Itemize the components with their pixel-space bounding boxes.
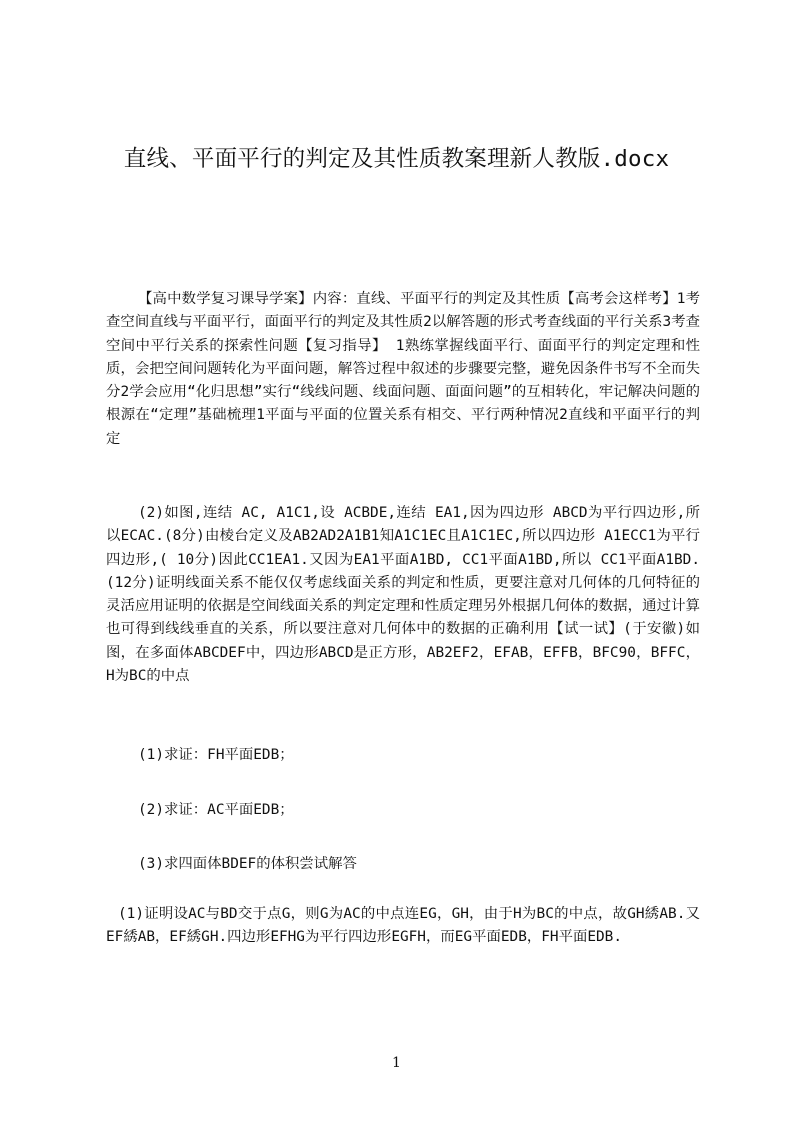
- paragraph-answer-1: (1)证明设AC与BD交于点G，则G为AC的中点连EG，GH，由于H为BC的中点，故GH綉AB.又EF綉AB，EF綉GH.四边形EFHG为平行四边形EGFH，而EG平面EDB，FH平面EDB.: [106, 906, 700, 946]
- paragraph-intro: 【高中数学复习课导学案】内容：直线、平面平行的判定及其性质【高考会这样考】1考查空间直线与平面平行，面面平行的判定及其性质2以解答题的形式考查线面的平行关系3考查空间中平行关系的探索性问题【复习指导】 1熟练掌握线面平行、面面平行的判定定理和性质，会把空间问题转化为平面问题，解答过程中叙述的步骤要完整，避免因条件书写不全而失分2学会应用“化归思想”实行“线线问题、线面问题、面面问题”的互相转化，牢记解决问题的根源在“定理”基础梳理1平面与平面的位置关系有相交、平行两种情况2直线和平面平行的判定: [106, 291, 700, 447]
- paragraph-question-2: (2)求证：AC平面EDB；: [138, 802, 294, 818]
- paragraph-question-1: (1)求证：FH平面EDB；: [138, 747, 294, 763]
- document-title: 直线、平面平行的判定及其性质教案理新人教版.docx: [123, 146, 670, 172]
- paragraph-question-3: (3)求四面体BDEF的体积尝试解答: [138, 856, 357, 872]
- paragraph-proof: (2)如图,连结 AC, A1C1,设 ACBDE,连结 EA1,因为四边形 ABCD为平行四边形,所以ECAC.(8分)由棱台定义及AB2AD2A1B1知A1C1EC且A1C1EC,所以四边形 A1ECC1为平行四边形,( 10分)因此CC1EA1.又因为EA1平面A1BD, CC1平面A1BD,所以 CC1平面A1BD.(12分)证明线面关系不能仅仅考虑线面关系的判定和性质，更要注意对几何体的几何特征的灵活应用证明的依据是空间线面关系的判定定理和性质定理另外根据几何体的数据，通过计算也可得到线线垂直的关系，所以要注意对几何体中的数据的正确利用【试一试】(于安徽)如图，在多面体ABCDEF中，四边形ABCD是正方形，AB2EF2，EFAB，EFFB，BFC90，BFFC，H为BC的中点: [106, 505, 700, 685]
- page-number: 1: [392, 1055, 401, 1071]
